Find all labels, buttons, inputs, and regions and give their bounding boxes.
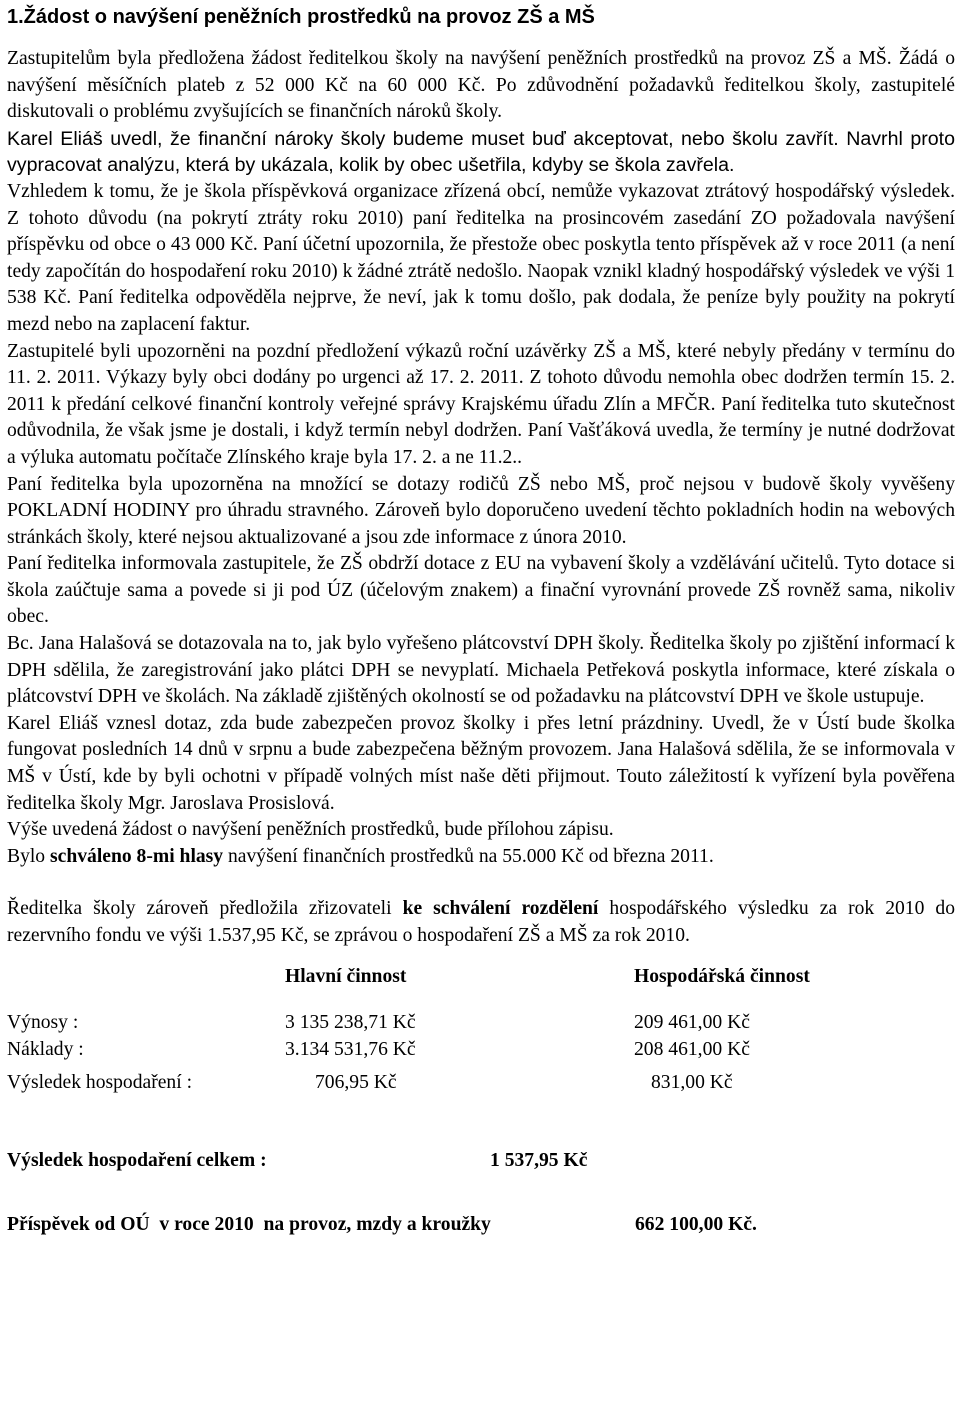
table-row: [7, 1037, 955, 1063]
paragraph-approval: Bylo schváleno 8-mi hlasy navýšení finančních prostředků na 55.000 Kč od března 2011.: [7, 845, 714, 867]
table-row: [7, 1010, 955, 1036]
column-header-economic: Hospodářská činnost: [634, 965, 810, 987]
summary-block: [7, 1148, 955, 1238]
row-label: Náklady :: [7, 1038, 84, 1060]
cell-economic: 209 461,00 Kč: [634, 1011, 750, 1033]
cell-main: 706,95 Kč: [315, 1071, 397, 1093]
paragraph-organization: Vzhledem k tomu, že je škola příspěvková organizace zřízená obcí, nemůže vykazovat ztrátový hospodářský výsledek. Z tohoto důvodu (na pokrytí ztráty roku 2010) paní ředitelka na prosincovém zasedání ZO požadovala navýšení příspěvku od obce o 43 000 Kč. Paní účetní upozornila, že přestože obec poskytla tento příspěvek až v roce 2011 (a není tedy započítán do hospodaření roku 2010) k žádné ztrátě nedošlo. Naopak vznikl kladný hospodářský výsledek ve výši 1 538 Kč. Paní ředitelka odpověděla nejprve, že neví, jak k tomu došlo, pak dodala, že peníze byly použity na pokrytí mezd nebo na zaplacení faktur.: [7, 180, 955, 335]
contribution-value: 662 100,00 Kč.: [635, 1213, 757, 1235]
table-header-row: [7, 964, 955, 990]
paragraph-kindergarten: Karel Eliáš vznesl dotaz, zda bude zabezpečen provoz školky i přes letní prázdniny. Uvedl, že v Ústí bude školka fungovat posledních 14 dnů v srpnu a bude zabezpečena běžným provozem. Jana Halašová sdělila, že se informovala v MŠ v Ústí, kde by byli ochotni v případě volných míst naše děti přijmout. Touto záležitostí k vyřízení byla pověřena ředitelka školy Mgr. Jaroslava Prosislová.: [7, 712, 955, 814]
section-heading: 1.Žádost o navýšení peněžních prostředků na provoz ZŠ a MŠ: [7, 6, 595, 28]
total-label: Výsledek hospodaření celkem :: [7, 1149, 267, 1171]
table-row: [7, 1070, 955, 1096]
paragraph-elias: Karel Eliáš uvedl, že finanční nároky školy budeme muset buď akceptovat, nebo školu zavřít. Navrhl proto vypracovat analýzu, která by ukázala, kolik by obec ušetřila, kdyby se škola zavřela.: [7, 127, 955, 177]
cell-economic: 208 461,00 Kč: [634, 1038, 750, 1060]
paragraph-attachment: Výše uvedená žádost o navýšení peněžních prostředků, bude přílohou zápisu.: [7, 819, 614, 841]
cell-main: 3 135 238,71 Kč: [285, 1011, 416, 1033]
financial-table: [7, 964, 955, 1096]
paragraph-vat: Bc. Jana Halašová se dotazovala na to, jak bylo vyřešeno plátcovství DPH školy. Ředitelka školy po zjištění informací k DPH sdělila, že zaregistrování jako plátci DPH se nevyplatí. Michaela Petřeková poskytla informace, které získala o plátcovství DPH ve školách. Na základě zjištěných okolností se od požadavku na plátcovství DPH ve škole ustupuje.: [7, 633, 955, 708]
paragraph-reports: Zastupitelé byli upozorněni na pozdní předložení výkazů roční uzávěrky ZŠ a MŠ, které nebyly předány v termínu do 11. 2. 2011. Výkazy byly obci dodány po urgenci až 17. 2. 2011. Z tohoto důvodu nemohla obec dodržen termín 15. 2. 2011 k předání celkové finanční kontroly veřejné správy Krajskému úřadu Zlín a MFČR. Paní ředitelka tuto skutečnost odůvodnila, že však jsme je dostali, i když termín nebyl dodržen. Paní Vašťáková uvedla, že termíny je nutné dodržovat a výluka automatu počítače Zlínského kraje byla 17. 2. a ne 11.2..: [7, 340, 955, 468]
paragraph-director: Ředitelka školy zároveň předložila zřizovateli ke schválení rozdělení hospodářského výsledku za rok 2010 do rezervního fondu ve výši 1.537,95 Kč, se zprávou o hospodaření ZŠ a MŠ za rok 2010.: [7, 898, 955, 946]
body-text: [7, 46, 955, 950]
cell-main: 3.134 531,76 Kč: [285, 1038, 416, 1060]
paragraph-eu-grants: Paní ředitelka informovala zastupitele, že ZŠ obdrží dotace z EU na vybavení školy a vzdělávání učitelů. Tyto dotace si škola zaúčtuje sama a povede si ji pod ÚZ (účelovým znakem) a finační vyrovnání provede ZŠ rovněž sama, nikoliv obec.: [7, 553, 955, 628]
paragraph-cash-hours: Paní ředitelka byla upozorněna na množící se dotazy rodičů ZŠ nebo MŠ, proč nejsou v budově školy vyvěšeny POKLADNÍ HODINY pro úhradu stravného. Zároveň bylo doporučeno uvedení těchto pokladních hodin na webových stránkách školy, které nejsou aktualizované a jsou zde informace z února 2010.: [7, 473, 955, 548]
total-row: [7, 1148, 955, 1174]
document-page: [7, 4, 955, 1238]
director-emphasis: ke schválení rozdělení: [402, 898, 599, 920]
cell-economic: 831,00 Kč: [651, 1071, 733, 1093]
contribution-label: Příspěvek od OÚ v roce 2010 na provoz, mzdy a kroužky: [7, 1213, 491, 1235]
paragraph-request: Zastupitelům byla předložena žádost ředitelkou školy na navýšení peněžních prostředků na provoz ZŠ a MŠ. Žádá o navýšení měsíčních plateb z 52 000 Kč na 60 000 Kč. Po zdůvodnění požadavků ředitelkou školy, zastupitelé diskutovali o problému zvyšujících se finančních nároků školy.: [7, 48, 955, 123]
row-label: Výsledek hospodaření :: [7, 1071, 193, 1093]
column-header-main: Hlavní činnost: [285, 965, 407, 987]
row-label: Výnosy :: [7, 1011, 79, 1033]
total-value: 1 537,95 Kč: [490, 1149, 588, 1171]
approval-emphasis: schváleno 8-mi hlasy: [50, 845, 224, 867]
contribution-row: [7, 1212, 955, 1238]
